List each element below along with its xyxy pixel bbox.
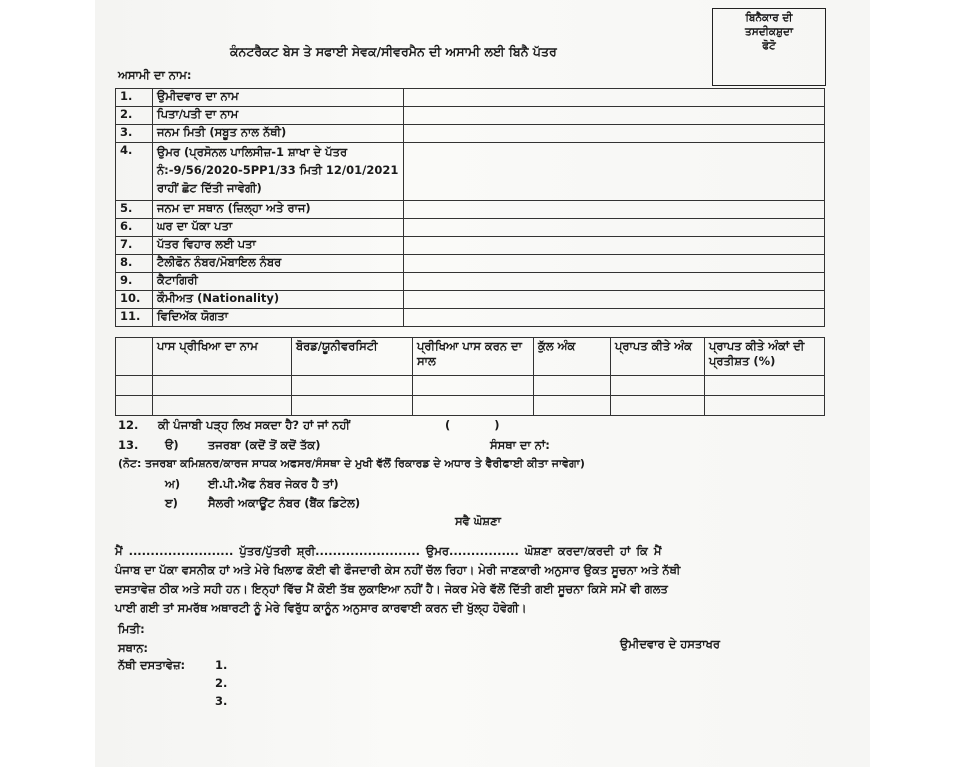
row-label: ਘਰ ਦਾ ਪੱਕਾ ਪਤਾ	[153, 219, 404, 237]
row-label: ਪਿਤਾ/ਪਤੀ ਦਾ ਨਾਮ	[153, 107, 404, 125]
row-number: 3.	[116, 125, 153, 143]
table-row	[116, 273, 825, 291]
row-number: 8.	[116, 255, 153, 273]
edu-cell[interactable]	[534, 376, 611, 396]
edu-cell[interactable]	[153, 376, 292, 396]
edu-cell[interactable]	[705, 396, 825, 416]
row-number: 4.	[116, 143, 153, 201]
row-number: 2.	[116, 107, 153, 125]
declaration-line: ਦਸਤਾਵੇਜ਼ ਠੀਕ ਅਤੇ ਸਹੀ ਹਨ। ਇਨ੍ਹਾਂ ਵਿੱਚ ਮੈਂ ਕੋਈ ਤੱਥ ਲੁਕਾਇਆ ਨਹੀਂ ਹੈ। ਜੇਕਰ ਮੇਰੇ ਵੱਲੋਂ ਦਿੱਤੀ ਗਈ ਸੂਚਨਾ ਕਿਸੇ ਸਮੇਂ ਵੀ ਗਲਤ	[115, 582, 668, 596]
q13b-sub: ਅ)	[165, 477, 181, 491]
row-label: ਕੈਟਾਗਿਰੀ	[153, 273, 404, 291]
table-row	[116, 125, 825, 143]
edu-header: ਪ੍ਰਾਪਤ ਕੀਤੇ ਅੰਕਾਂ ਦੀ ਪ੍ਰਤੀਸ਼ਤ (%)	[705, 338, 825, 376]
row-label: ਉਮਰ (ਪ੍ਰਸੋਨਲ ਪਾਲਿਸੀਜ਼-1 ਸ਼ਾਖਾ ਦੇ ਪੱਤਰ ਨੰ:-9/56/2020-5PP1/33 ਮਿਤੀ 12/01/2021 ਰਾਹੀਂ ਛੋਟ ਦਿੱਤੀ ਜਾਵੇਗੀ)	[153, 143, 404, 201]
edu-cell[interactable]	[116, 396, 153, 416]
applicant-details-table	[115, 88, 825, 327]
q13c-sub: ੲ)	[165, 496, 178, 510]
row-number: 5.	[116, 201, 153, 219]
table-row	[116, 219, 825, 237]
q13-number: 13.	[118, 438, 139, 452]
row-value-field[interactable]	[404, 89, 825, 107]
row-value-field[interactable]	[404, 309, 825, 327]
attached-item: 1.	[215, 658, 228, 672]
edu-row	[116, 396, 825, 416]
declaration-line: ਪਾਈ ਗਈ ਤਾਂ ਸਮਰੱਥ ਅਥਾਰਟੀ ਨੂੰ ਮੇਰੇ ਵਿਰੁੱਧ ਕਾਨੂੰਨ ਅਨੁਸਾਰ ਕਾਰਵਾਈ ਕਰਨ ਦੀ ਖੁੱਲ੍ਹ ਹੋਵੇਗੀ।	[115, 601, 527, 615]
edu-header-row	[116, 338, 825, 376]
edu-cell[interactable]	[153, 396, 292, 416]
edu-cell[interactable]	[534, 396, 611, 416]
row-number: 6.	[116, 219, 153, 237]
edu-header: ਕੁੱਲ ਅੰਕ	[534, 338, 611, 376]
q13-org-label: ਸੰਸਥਾ ਦਾ ਨਾਂ:	[490, 438, 550, 452]
q13-sub: ੳ)	[165, 438, 179, 452]
edu-cell[interactable]	[116, 376, 153, 396]
edu-cell[interactable]	[611, 376, 705, 396]
table-row	[116, 107, 825, 125]
attached-label: ਨੱਥੀ ਦਸਤਾਵੇਜ਼:	[118, 658, 186, 672]
row-label: ਜਨਮ ਦਾ ਸਥਾਨ (ਜ਼ਿਲ੍ਹਾ ਅਤੇ ਰਾਜ)	[153, 201, 404, 219]
edu-cell[interactable]	[292, 376, 413, 396]
row-value-field[interactable]	[404, 143, 825, 201]
row-number: 10.	[116, 291, 153, 309]
table-row	[116, 255, 825, 273]
declaration-line: ਮੈਂ ........................ ਪੁੱਤਰ/ਪੁੱਤਰੀ ਸ਼੍ਰੀ........................ ਉਮਰ................ ਘੋਸ਼ਣਾ ਕਰਦਾ/ਕਰਦੀ ਹਾਂ ਕਿ ਮੈਂ	[115, 544, 662, 558]
q13-text: ਤਜਰਬਾ (ਕਦੋਂ ਤੋਂ ਕਦੋਂ ਤੱਕ)	[208, 438, 321, 452]
edu-blank-cell	[116, 338, 153, 376]
attached-item: 2.	[215, 676, 228, 690]
edu-header: ਪ੍ਰਾਪਤ ਕੀਤੇ ਅੰਕ	[611, 338, 705, 376]
row-number: 7.	[116, 237, 153, 255]
row-value-field[interactable]	[404, 237, 825, 255]
row-value-field[interactable]	[404, 219, 825, 237]
row-label: ਕੌਮੀਅਤ (Nationality)	[153, 291, 404, 309]
photo-line: ਫੋਟੋ	[762, 40, 776, 52]
post-label: ਅਸਾਮੀ ਦਾ ਨਾਮ:	[118, 68, 192, 82]
edu-cell[interactable]	[705, 376, 825, 396]
education-table	[115, 337, 825, 416]
place-label: ਸਥਾਨ:	[118, 641, 149, 655]
photo-line: ਬਿਨੈਕਾਰ ਦੀ	[745, 12, 793, 24]
date-label: ਮਿਤੀ:	[118, 622, 145, 636]
q13c-text: ਸੈਲਰੀ ਅਕਾਊਂਟ ਨੰਬਰ (ਬੈਂਕ ਡਿਟੇਲ)	[208, 496, 361, 510]
q12-text: ਕੀ ਪੰਜਾਬੀ ਪੜ੍ਹ ਲਿਖ ਸਕਦਾ ਹੈ? ਹਾਂ ਜਾਂ ਨਹੀਂ	[158, 418, 350, 432]
row-value-field[interactable]	[404, 107, 825, 125]
row-value-field[interactable]	[404, 125, 825, 143]
edu-cell[interactable]	[611, 396, 705, 416]
table-row	[116, 143, 825, 201]
declaration-title: ਸਵੈ ਘੋਸ਼ਣਾ	[455, 514, 501, 528]
edu-cell[interactable]	[413, 376, 534, 396]
edu-header: ਬੋਰਡ/ਯੂਨੀਵਰਸਿਟੀ	[292, 338, 413, 376]
table-row	[116, 291, 825, 309]
row-label: ਵਿਦਿਅੱਕ ਯੋਗਤਾ	[153, 309, 404, 327]
q12-answer-box[interactable]: ( )	[445, 418, 500, 432]
edu-cell[interactable]	[413, 396, 534, 416]
table-row	[116, 201, 825, 219]
photo-box	[712, 8, 826, 86]
q13b-text: ਈ.ਪੀ.ਐਫ ਨੰਬਰ ਜੇਕਰ ਹੈ ਤਾਂ)	[208, 477, 339, 491]
row-value-field[interactable]	[404, 255, 825, 273]
row-label: ਉਮੀਦਵਾਰ ਦਾ ਨਾਮ	[153, 89, 404, 107]
row-number: 1.	[116, 89, 153, 107]
row-value-field[interactable]	[404, 273, 825, 291]
photo-line: ਤਸਦੀਕਸ਼ੁਦਾ	[745, 26, 793, 38]
declaration-paragraph	[115, 542, 855, 618]
row-label: ਪੱਤਰ ਵਿਹਾਰ ਲਈ ਪਤਾ	[153, 237, 404, 255]
signature-label: ਉਮੀਦਵਾਰ ਦੇ ਹਸਤਾਖਰ	[620, 637, 720, 651]
row-value-field[interactable]	[404, 201, 825, 219]
edu-row	[116, 376, 825, 396]
row-number: 9.	[116, 273, 153, 291]
attached-item: 3.	[215, 694, 228, 708]
row-number: 11.	[116, 309, 153, 327]
edu-header: ਪਾਸ ਪ੍ਰੀਖਿਆ ਦਾ ਨਾਮ	[153, 338, 292, 376]
table-row	[116, 89, 825, 107]
form-title: ਕੰਨਟਰੈਕਟ ਬੇਸ ਤੇ ਸਫਾਈ ਸੇਵਕ/ਸੀਵਰਮੈਨ ਦੀ ਅਸਾਮੀ ਲਈ ਬਿਨੈ ਪੱਤਰ	[230, 44, 557, 59]
declaration-line: ਪੰਜਾਬ ਦਾ ਪੱਕਾ ਵਸਨੀਕ ਹਾਂ ਅਤੇ ਮੇਰੇ ਖਿਲਾਫ ਕੋਈ ਵੀ ਫੌਜਦਾਰੀ ਕੇਸ ਨਹੀਂ ਚੱਲ ਰਿਹਾ। ਮੇਰੀ ਜਾਣਕਾਰੀ ਅਨੁਸਾਰ ਉਕਤ ਸੂਚਨਾ ਅਤੇ ਨੱਥੀ	[115, 563, 681, 577]
edu-header: ਪ੍ਰੀਖਿਆ ਪਾਸ ਕਰਨ ਦਾ ਸਾਲ	[413, 338, 534, 376]
row-label: ਜਨਮ ਮਿਤੀ (ਸਬੂਤ ਨਾਲ ਨੱਥੀ)	[153, 125, 404, 143]
q12-number: 12.	[118, 418, 139, 432]
edu-cell[interactable]	[292, 396, 413, 416]
note-text: (ਨੋਟ: ਤਜਰਬਾ ਕਮਿਸ਼ਨਰ/ਕਾਰਜ ਸਾਧਕ ਅਫਸਰ/ਸੰਸਥਾ ਦੇ ਮੁਖੀ ਵੱਲੋਂ ਰਿਕਾਰਡ ਦੇ ਅਧਾਰ ਤੇ ਵੈਰੀਫਾਈ ਕੀਤਾ ਜਾਵੇਗਾ)	[118, 457, 585, 470]
table-row	[116, 309, 825, 327]
row-label: ਟੈਲੀਫੋਨ ਨੰਬਰ/ਮੋਬਾਇਲ ਨੰਬਰ	[153, 255, 404, 273]
row-value-field[interactable]	[404, 291, 825, 309]
table-row	[116, 237, 825, 255]
